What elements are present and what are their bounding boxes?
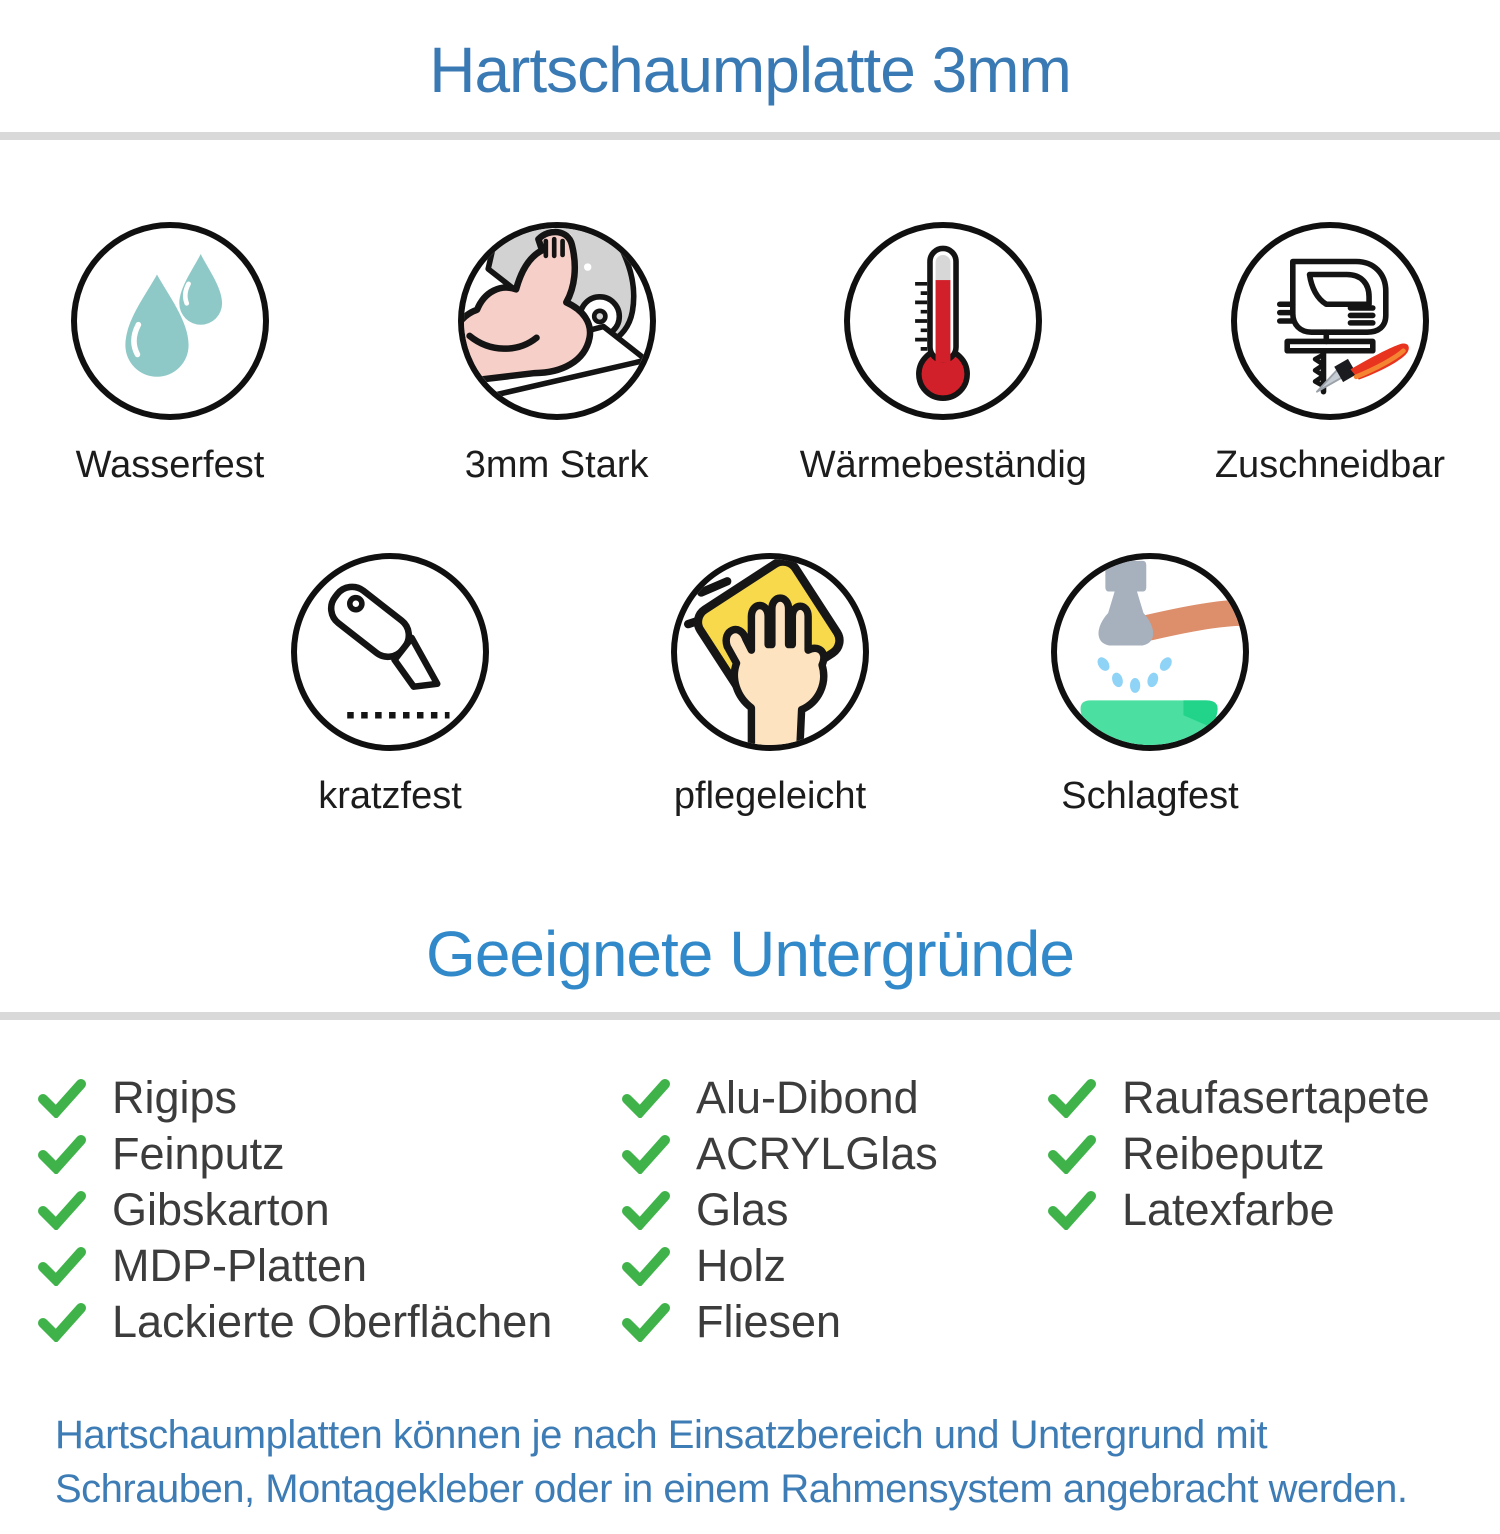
list-item: Latexfarbe xyxy=(1048,1188,1430,1232)
feature-label: Schlagfest xyxy=(1061,775,1239,817)
substrates-column-2 xyxy=(622,1072,938,1356)
check-icon xyxy=(622,1078,670,1118)
list-item: Rigips xyxy=(38,1076,552,1120)
list-item: Raufasertapete xyxy=(1048,1076,1430,1120)
feature-schlagfest xyxy=(1030,553,1270,818)
feature-wasserfest xyxy=(50,222,290,487)
hammer-impact-icon xyxy=(1051,553,1249,751)
list-item: MDP-Platten xyxy=(38,1244,552,1288)
list-item: Feinputz xyxy=(38,1132,552,1176)
feature-label: Zuschneidbar xyxy=(1214,444,1446,486)
wiping-hand-icon xyxy=(671,553,869,751)
divider-top xyxy=(0,132,1500,140)
check-icon xyxy=(622,1302,670,1342)
section-title-untergruende: Geeignete Untergründe xyxy=(426,918,1074,990)
check-icon xyxy=(622,1134,670,1174)
check-icon xyxy=(622,1190,670,1230)
list-item: Lackierte Oberflächen xyxy=(38,1300,552,1344)
check-icon xyxy=(1048,1190,1096,1230)
list-item: Glas xyxy=(622,1188,938,1232)
feature-label: pflegeleicht xyxy=(673,775,867,817)
divider-bottom xyxy=(0,1012,1500,1020)
feature-pflegeleicht xyxy=(650,553,890,818)
features-row-1 xyxy=(0,222,1500,487)
feature-waermebestaendig xyxy=(799,222,1087,487)
feature-label: kratzfest xyxy=(318,775,462,817)
check-icon xyxy=(38,1078,86,1118)
mounting-note-line-1: Hartschaumplatten können je nach Einsatzbereich und Untergrund mit xyxy=(55,1413,1268,1457)
check-icon xyxy=(38,1302,86,1342)
check-icon xyxy=(38,1246,86,1286)
feature-kratzfest xyxy=(270,553,510,818)
list-item: Gibskarton xyxy=(38,1188,552,1232)
list-item: Holz xyxy=(622,1244,938,1288)
features-row-2 xyxy=(20,553,1500,818)
thermometer-icon xyxy=(844,222,1042,420)
flexed-arm-icon xyxy=(458,222,656,420)
feature-3mm-stark xyxy=(437,222,677,487)
utility-knife-icon xyxy=(291,553,489,751)
feature-label: Wärmebeständig xyxy=(799,444,1087,486)
substrates-column-1 xyxy=(38,1072,553,1356)
substrates-list xyxy=(0,1072,1500,1368)
check-icon xyxy=(38,1190,86,1230)
feature-zuschneidbar xyxy=(1210,222,1450,487)
check-icon xyxy=(38,1134,86,1174)
page-title: Hartschaumplatte 3mm xyxy=(429,34,1071,106)
feature-label: Wasserfest xyxy=(75,444,265,486)
list-item: Reibeputz xyxy=(1048,1132,1430,1176)
list-item: ACRYLGlas xyxy=(622,1132,938,1176)
substrates-column-3 xyxy=(1048,1072,1430,1244)
check-icon xyxy=(1048,1078,1096,1118)
check-icon xyxy=(622,1246,670,1286)
check-icon xyxy=(1048,1134,1096,1174)
mounting-note-line-2: Schrauben, Montagekleber oder in einem Rahmensystem angebracht werden. xyxy=(55,1467,1408,1511)
list-item: Alu-Dibond xyxy=(622,1076,938,1120)
list-item: Fliesen xyxy=(622,1300,938,1344)
jigsaw-cutter-icon xyxy=(1231,222,1429,420)
water-drops-icon xyxy=(71,222,269,420)
feature-label: 3mm Stark xyxy=(464,444,649,486)
